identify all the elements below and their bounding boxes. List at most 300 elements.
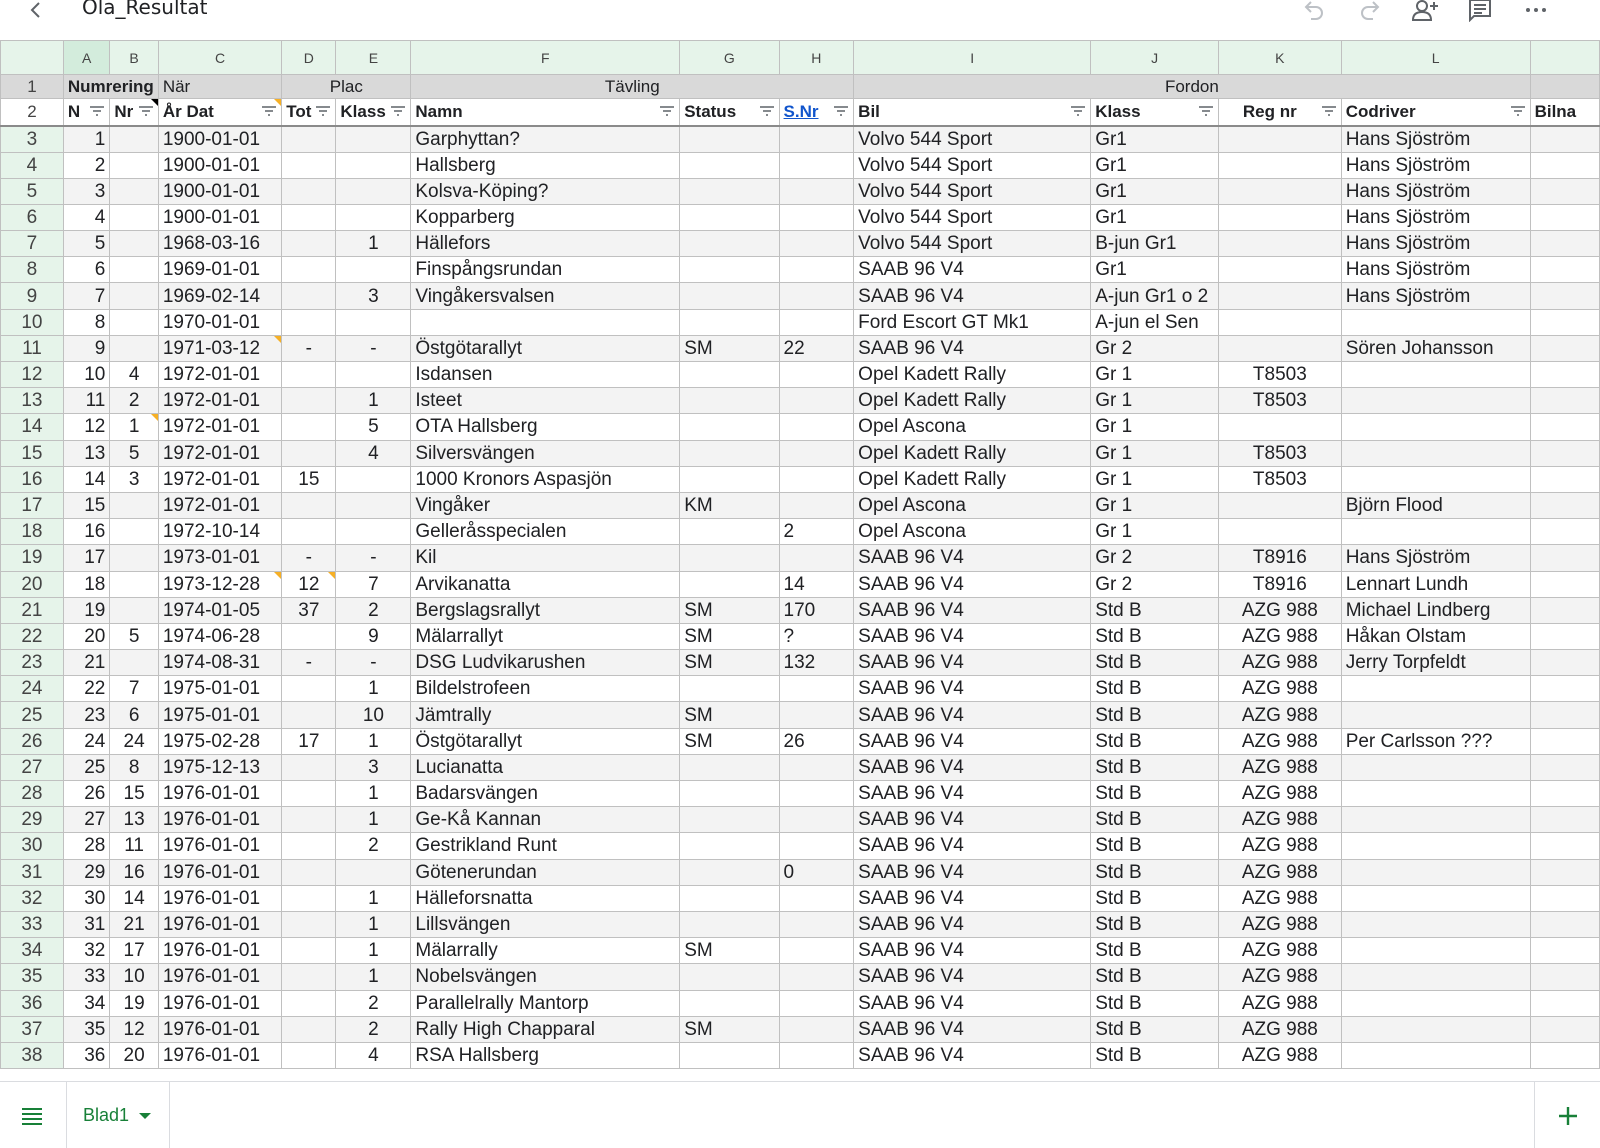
cell-nr[interactable]	[110, 126, 158, 153]
cell-klass[interactable]: 3	[336, 754, 411, 780]
cell-status[interactable]: SM	[680, 728, 779, 754]
cell-status[interactable]: KM	[680, 492, 779, 518]
cell-date[interactable]: 1972-10-14	[158, 519, 281, 545]
cell-bilnamn[interactable]	[1530, 728, 1599, 754]
cell-bilnamn[interactable]	[1530, 283, 1599, 309]
cell-bilnamn[interactable]	[1530, 519, 1599, 545]
cell-reg-nr[interactable]	[1218, 492, 1341, 518]
cell-codriver[interactable]	[1341, 964, 1530, 990]
group-nar-cell[interactable]: När	[158, 75, 281, 99]
cell-fordon-klass[interactable]: Std B	[1091, 623, 1219, 649]
cell-date[interactable]: 1971-03-12	[158, 335, 281, 361]
cell-n[interactable]: 36	[63, 1042, 110, 1068]
cell-fordon-klass[interactable]: Gr1	[1091, 204, 1219, 230]
cell-bilnamn[interactable]	[1530, 1042, 1599, 1068]
cell-snr[interactable]	[779, 1042, 854, 1068]
cell-bil[interactable]: SAAB 96 V4	[854, 859, 1091, 885]
cell-codriver[interactable]	[1341, 833, 1530, 859]
group-numrering-cell[interactable]: Numrering	[63, 75, 158, 99]
cell-bil[interactable]: SAAB 96 V4	[854, 938, 1091, 964]
cell-bilnamn[interactable]	[1530, 362, 1599, 388]
cell-status[interactable]	[680, 178, 779, 204]
cell-namn[interactable]: Arvikanatta	[411, 571, 680, 597]
cell-nr[interactable]: 10	[110, 964, 158, 990]
column-header-g[interactable]: G	[680, 41, 779, 75]
column-header-d[interactable]: D	[282, 41, 336, 75]
cell-tot[interactable]	[282, 754, 336, 780]
cell-bil[interactable]: SAAB 96 V4	[854, 964, 1091, 990]
header-cell-codriver[interactable]	[1341, 99, 1530, 126]
group-plac-cell[interactable]: Plac	[282, 75, 411, 99]
cell-codriver[interactable]	[1341, 911, 1530, 937]
cell-bilnamn[interactable]	[1530, 204, 1599, 230]
cell-bil[interactable]: SAAB 96 V4	[854, 1042, 1091, 1068]
cell-codriver[interactable]: Sören Johansson	[1341, 335, 1530, 361]
cell-n[interactable]: 18	[63, 571, 110, 597]
cell-codriver[interactable]: Per Carlsson ???	[1341, 728, 1530, 754]
cell-nr[interactable]	[110, 545, 158, 571]
cell-reg-nr[interactable]: AZG 988	[1218, 623, 1341, 649]
cell-n[interactable]: 34	[63, 990, 110, 1016]
cell-snr[interactable]: 132	[779, 650, 854, 676]
cell-tot[interactable]	[282, 178, 336, 204]
cell-status[interactable]	[680, 231, 779, 257]
cell-tot[interactable]	[282, 964, 336, 990]
cell-namn[interactable]	[411, 309, 680, 335]
cell-status[interactable]	[680, 257, 779, 283]
cell-status[interactable]	[680, 1042, 779, 1068]
cell-snr[interactable]	[779, 440, 854, 466]
cell-bilnamn[interactable]	[1530, 388, 1599, 414]
cell-fordon-klass[interactable]: Std B	[1091, 859, 1219, 885]
cell-namn[interactable]: Mälarrallyt	[411, 623, 680, 649]
column-header-f[interactable]: F	[411, 41, 680, 75]
cell-namn[interactable]: Jämtrally	[411, 702, 680, 728]
cell-reg-nr[interactable]: T8503	[1218, 362, 1341, 388]
cell-namn[interactable]: Nobelsvängen	[411, 964, 680, 990]
cell-klass[interactable]: 9	[336, 623, 411, 649]
cell-snr[interactable]	[779, 126, 854, 153]
cell-snr[interactable]	[779, 911, 854, 937]
cell-reg-nr[interactable]	[1218, 414, 1341, 440]
cell-bilnamn[interactable]	[1530, 126, 1599, 153]
cell-klass[interactable]: 3	[336, 283, 411, 309]
cell-bil[interactable]: SAAB 96 V4	[854, 754, 1091, 780]
cell-namn[interactable]: Östgötarallyt	[411, 728, 680, 754]
cell-status[interactable]: SM	[680, 335, 779, 361]
cell-klass[interactable]	[336, 492, 411, 518]
cell-n[interactable]: 30	[63, 885, 110, 911]
cell-codriver[interactable]: Håkan Olstam	[1341, 623, 1530, 649]
cell-snr[interactable]	[779, 807, 854, 833]
cell-n[interactable]: 2	[63, 152, 110, 178]
cell-klass[interactable]	[336, 257, 411, 283]
cell-fordon-klass[interactable]: Std B	[1091, 754, 1219, 780]
cell-n[interactable]: 11	[63, 388, 110, 414]
cell-date[interactable]: 1972-01-01	[158, 362, 281, 388]
cell-tot[interactable]	[282, 283, 336, 309]
cell-klass[interactable]: 1	[336, 911, 411, 937]
row-number[interactable]: 18	[1, 519, 64, 545]
row-number[interactable]: 4	[1, 152, 64, 178]
cell-reg-nr[interactable]: AZG 988	[1218, 885, 1341, 911]
cell-codriver[interactable]	[1341, 859, 1530, 885]
cell-tot[interactable]: 37	[282, 597, 336, 623]
cell-nr[interactable]	[110, 492, 158, 518]
cell-klass[interactable]: 2	[336, 990, 411, 1016]
more-options-button[interactable]	[1518, 0, 1554, 28]
row-number[interactable]: 14	[1, 414, 64, 440]
cell-n[interactable]: 10	[63, 362, 110, 388]
cell-date[interactable]: 1900-01-01	[158, 204, 281, 230]
filter-icon[interactable]	[315, 104, 331, 118]
row-number[interactable]: 19	[1, 545, 64, 571]
cell-namn[interactable]: Vingåker	[411, 492, 680, 518]
cell-tot[interactable]	[282, 309, 336, 335]
cell-date[interactable]: 1973-01-01	[158, 545, 281, 571]
cell-date[interactable]: 1976-01-01	[158, 833, 281, 859]
cell-bilnamn[interactable]	[1530, 702, 1599, 728]
cell-tot[interactable]	[282, 126, 336, 153]
cell-bilnamn[interactable]	[1530, 257, 1599, 283]
cell-tot[interactable]	[282, 257, 336, 283]
cell-n[interactable]: 16	[63, 519, 110, 545]
cell-date[interactable]: 1974-01-05	[158, 597, 281, 623]
cell-nr[interactable]: 2	[110, 388, 158, 414]
cell-fordon-klass[interactable]: Std B	[1091, 938, 1219, 964]
cell-nr[interactable]: 14	[110, 885, 158, 911]
header-cell-n[interactable]	[63, 99, 110, 126]
cell-codriver[interactable]	[1341, 440, 1530, 466]
cell-tot[interactable]: 12	[282, 571, 336, 597]
cell-bil[interactable]: SAAB 96 V4	[854, 728, 1091, 754]
cell-klass[interactable]: 4	[336, 1042, 411, 1068]
cell-bil[interactable]: Opel Kadett Rally	[854, 388, 1091, 414]
cell-nr[interactable]: 24	[110, 728, 158, 754]
cell-status[interactable]	[680, 519, 779, 545]
cell-bil[interactable]: Opel Kadett Rally	[854, 362, 1091, 388]
cell-n[interactable]: 4	[63, 204, 110, 230]
cell-snr[interactable]	[779, 938, 854, 964]
cell-status[interactable]	[680, 859, 779, 885]
cell-fordon-klass[interactable]: Gr 1	[1091, 466, 1219, 492]
row-number[interactable]: 22	[1, 623, 64, 649]
cell-codriver[interactable]	[1341, 938, 1530, 964]
cell-reg-nr[interactable]	[1218, 519, 1341, 545]
cell-bil[interactable]: SAAB 96 V4	[854, 597, 1091, 623]
cell-n[interactable]: 1	[63, 126, 110, 153]
cell-reg-nr[interactable]	[1218, 231, 1341, 257]
cell-tot[interactable]	[282, 623, 336, 649]
cell-bilnamn[interactable]	[1530, 859, 1599, 885]
cell-bil[interactable]: Volvo 544 Sport	[854, 126, 1091, 153]
cell-tot[interactable]	[282, 440, 336, 466]
cell-snr[interactable]: 2	[779, 519, 854, 545]
cell-nr[interactable]	[110, 231, 158, 257]
cell-date[interactable]: 1976-01-01	[158, 990, 281, 1016]
cell-nr[interactable]: 17	[110, 938, 158, 964]
cell-nr[interactable]	[110, 152, 158, 178]
header-cell-reg-nr[interactable]	[1218, 99, 1341, 126]
cell-snr[interactable]	[779, 283, 854, 309]
cell-codriver[interactable]	[1341, 309, 1530, 335]
row-number[interactable]: 30	[1, 833, 64, 859]
cell-bil[interactable]: Volvo 544 Sport	[854, 231, 1091, 257]
cell-bil[interactable]: Opel Ascona	[854, 414, 1091, 440]
cell-date[interactable]: 1972-01-01	[158, 440, 281, 466]
cell-reg-nr[interactable]: T8916	[1218, 571, 1341, 597]
cell-codriver[interactable]: Hans Sjöström	[1341, 545, 1530, 571]
cell-reg-nr[interactable]: AZG 988	[1218, 728, 1341, 754]
cell-snr[interactable]	[779, 702, 854, 728]
cell-bilnamn[interactable]	[1530, 911, 1599, 937]
cell-klass[interactable]	[336, 466, 411, 492]
cell-status[interactable]	[680, 440, 779, 466]
cell-snr[interactable]	[779, 414, 854, 440]
cell-reg-nr[interactable]: AZG 988	[1218, 911, 1341, 937]
cell-codriver[interactable]	[1341, 807, 1530, 833]
cell-bilnamn[interactable]	[1530, 309, 1599, 335]
cell-codriver[interactable]: Hans Sjöström	[1341, 204, 1530, 230]
cell-snr[interactable]	[779, 231, 854, 257]
cell-bilnamn[interactable]	[1530, 676, 1599, 702]
cell-bil[interactable]: SAAB 96 V4	[854, 676, 1091, 702]
cell-klass[interactable]: -	[336, 335, 411, 361]
row-number[interactable]: 15	[1, 440, 64, 466]
cell-fordon-klass[interactable]: Std B	[1091, 676, 1219, 702]
cell-fordon-klass[interactable]: Gr1	[1091, 257, 1219, 283]
cell-n[interactable]: 32	[63, 938, 110, 964]
cell-snr[interactable]	[779, 492, 854, 518]
row-number[interactable]: 24	[1, 676, 64, 702]
cell-fordon-klass[interactable]: Std B	[1091, 728, 1219, 754]
cell-n[interactable]: 35	[63, 1016, 110, 1042]
cell-bilnamn[interactable]	[1530, 178, 1599, 204]
row-number[interactable]: 16	[1, 466, 64, 492]
cell-bil[interactable]: Opel Kadett Rally	[854, 466, 1091, 492]
column-header-c[interactable]: C	[158, 41, 281, 75]
cell-codriver[interactable]	[1341, 519, 1530, 545]
cell-reg-nr[interactable]	[1218, 257, 1341, 283]
column-header-h[interactable]: H	[779, 41, 854, 75]
cell-date[interactable]: 1900-01-01	[158, 152, 281, 178]
filter-icon[interactable]	[759, 104, 775, 118]
cell-snr[interactable]	[779, 152, 854, 178]
row-number[interactable]: 21	[1, 597, 64, 623]
cell-snr[interactable]	[779, 257, 854, 283]
cell-date[interactable]: 1976-01-01	[158, 807, 281, 833]
cell-status[interactable]	[680, 964, 779, 990]
cell-tot[interactable]	[282, 388, 336, 414]
cell-namn[interactable]: Östgötarallyt	[411, 335, 680, 361]
cell-klass[interactable]: 7	[336, 571, 411, 597]
cell-codriver[interactable]	[1341, 702, 1530, 728]
cell-date[interactable]: 1976-01-01	[158, 1042, 281, 1068]
cell-reg-nr[interactable]: AZG 988	[1218, 990, 1341, 1016]
cell-n[interactable]: 9	[63, 335, 110, 361]
cell-nr[interactable]: 5	[110, 623, 158, 649]
cell-fordon-klass[interactable]: Gr 1	[1091, 519, 1219, 545]
cell-status[interactable]	[680, 204, 779, 230]
cell-namn[interactable]: Badarsvängen	[411, 781, 680, 807]
cell-nr[interactable]: 15	[110, 781, 158, 807]
column-header-i[interactable]: I	[854, 41, 1091, 75]
cell-status[interactable]	[680, 754, 779, 780]
row-number[interactable]: 9	[1, 283, 64, 309]
cell-klass[interactable]	[336, 204, 411, 230]
cell-nr[interactable]: 20	[110, 1042, 158, 1068]
cell-snr[interactable]	[779, 990, 854, 1016]
cell-snr[interactable]: ?	[779, 623, 854, 649]
cell-nr[interactable]	[110, 571, 158, 597]
cell-tot[interactable]	[282, 519, 336, 545]
cell-bilnamn[interactable]	[1530, 440, 1599, 466]
cell-fordon-klass[interactable]: Gr 1	[1091, 414, 1219, 440]
cell-codriver[interactable]: Hans Sjöström	[1341, 257, 1530, 283]
cell-nr[interactable]: 11	[110, 833, 158, 859]
cell-fordon-klass[interactable]: Std B	[1091, 833, 1219, 859]
cell-status[interactable]	[680, 309, 779, 335]
cell-reg-nr[interactable]: AZG 988	[1218, 650, 1341, 676]
cell-namn[interactable]: Kolsva-Köping?	[411, 178, 680, 204]
filter-icon[interactable]	[261, 104, 277, 118]
cell-date[interactable]: 1975-02-28	[158, 728, 281, 754]
cell-nr[interactable]: 16	[110, 859, 158, 885]
cell-namn[interactable]: Lillsvängen	[411, 911, 680, 937]
row-number[interactable]: 31	[1, 859, 64, 885]
cell-status[interactable]	[680, 885, 779, 911]
cell-tot[interactable]	[282, 807, 336, 833]
cell-tot[interactable]	[282, 1042, 336, 1068]
cell-reg-nr[interactable]: AZG 988	[1218, 597, 1341, 623]
cell-tot[interactable]: -	[282, 545, 336, 571]
group-tavling-cell[interactable]: Tävling	[411, 75, 854, 99]
cell-snr[interactable]	[779, 362, 854, 388]
cell-n[interactable]: 33	[63, 964, 110, 990]
row-number[interactable]: 28	[1, 781, 64, 807]
cell-bilnamn[interactable]	[1530, 650, 1599, 676]
cell-date[interactable]: 1976-01-01	[158, 1016, 281, 1042]
cell-namn[interactable]: Isdansen	[411, 362, 680, 388]
cell-nr[interactable]	[110, 283, 158, 309]
cell-nr[interactable]	[110, 650, 158, 676]
cell-namn[interactable]: Gelleråsspecialen	[411, 519, 680, 545]
cell-status[interactable]	[680, 388, 779, 414]
cell-nr[interactable]	[110, 309, 158, 335]
cell-nr[interactable]	[110, 335, 158, 361]
cell-n[interactable]: 13	[63, 440, 110, 466]
cell-tot[interactable]	[282, 990, 336, 1016]
cell-snr[interactable]	[779, 178, 854, 204]
cell-fordon-klass[interactable]: Gr 2	[1091, 335, 1219, 361]
cell-n[interactable]: 5	[63, 231, 110, 257]
cell-klass[interactable]	[336, 178, 411, 204]
row-number[interactable]: 11	[1, 335, 64, 361]
cell-bil[interactable]: SAAB 96 V4	[854, 1016, 1091, 1042]
cell-nr[interactable]: 6	[110, 702, 158, 728]
cell-tot[interactable]	[282, 362, 336, 388]
cell-status[interactable]	[680, 833, 779, 859]
row-number[interactable]: 34	[1, 938, 64, 964]
cell-snr[interactable]: 26	[779, 728, 854, 754]
redo-button[interactable]	[1352, 0, 1388, 28]
cell-bil[interactable]: SAAB 96 V4	[854, 545, 1091, 571]
header-label-link[interactable]: S.Nr	[783, 101, 819, 121]
row-number[interactable]: 5	[1, 178, 64, 204]
cell-namn[interactable]: Bildelstrofeen	[411, 676, 680, 702]
cell-reg-nr[interactable]: AZG 988	[1218, 754, 1341, 780]
cell-tot[interactable]	[282, 911, 336, 937]
cell-reg-nr[interactable]: AZG 988	[1218, 807, 1341, 833]
cell-status[interactable]	[680, 990, 779, 1016]
cell-reg-nr[interactable]: AZG 988	[1218, 1016, 1341, 1042]
cell-status[interactable]	[680, 676, 779, 702]
cell-tot[interactable]: 17	[282, 728, 336, 754]
cell-klass[interactable]: 2	[336, 833, 411, 859]
cell-reg-nr[interactable]	[1218, 126, 1341, 153]
cell-reg-nr[interactable]	[1218, 178, 1341, 204]
document-title[interactable]: Ola_Resultat	[82, 0, 208, 19]
cell-date[interactable]: 1972-01-01	[158, 414, 281, 440]
cell-bil[interactable]: SAAB 96 V4	[854, 571, 1091, 597]
cell-fordon-klass[interactable]: Gr 2	[1091, 545, 1219, 571]
cell-tot[interactable]	[282, 231, 336, 257]
cell-klass[interactable]	[336, 519, 411, 545]
group-fordon-cell[interactable]: Fordon	[854, 75, 1530, 99]
cell-status[interactable]	[680, 571, 779, 597]
cell-date[interactable]: 1970-01-01	[158, 309, 281, 335]
cell-fordon-klass[interactable]: B-jun Gr1	[1091, 231, 1219, 257]
cell-codriver[interactable]	[1341, 781, 1530, 807]
sheet-tab-blad1[interactable]	[66, 1082, 170, 1148]
cell-status[interactable]	[680, 414, 779, 440]
filter-icon[interactable]	[138, 104, 154, 118]
cell-bil[interactable]: SAAB 96 V4	[854, 623, 1091, 649]
cell-klass[interactable]: 1	[336, 728, 411, 754]
cell-n[interactable]: 7	[63, 283, 110, 309]
row-number[interactable]: 10	[1, 309, 64, 335]
cell-snr[interactable]	[779, 885, 854, 911]
row-number[interactable]: 1	[1, 75, 64, 99]
cell-bilnamn[interactable]	[1530, 833, 1599, 859]
row-number[interactable]: 38	[1, 1042, 64, 1068]
cell-nr[interactable]: 13	[110, 807, 158, 833]
row-number[interactable]: 26	[1, 728, 64, 754]
cell-tot[interactable]	[282, 781, 336, 807]
cell-codriver[interactable]: Björn Flood	[1341, 492, 1530, 518]
cell-klass[interactable]: -	[336, 650, 411, 676]
cell-n[interactable]: 14	[63, 466, 110, 492]
cell-tot[interactable]	[282, 833, 336, 859]
cell-date[interactable]: 1974-06-28	[158, 623, 281, 649]
cell-n[interactable]: 28	[63, 833, 110, 859]
header-cell-klass[interactable]	[336, 99, 411, 126]
cell-bilnamn[interactable]	[1530, 152, 1599, 178]
cell-namn[interactable]: OTA Hallsberg	[411, 414, 680, 440]
cell-reg-nr[interactable]: T8503	[1218, 440, 1341, 466]
cell-n[interactable]: 25	[63, 754, 110, 780]
cell-namn[interactable]: Hälleforsnatta	[411, 885, 680, 911]
header-cell-bil[interactable]	[854, 99, 1091, 126]
cell-klass[interactable]	[336, 152, 411, 178]
filter-icon[interactable]	[659, 104, 675, 118]
filter-icon[interactable]	[833, 104, 849, 118]
cell-bilnamn[interactable]	[1530, 466, 1599, 492]
cell-namn[interactable]: Vingåkersvalsen	[411, 283, 680, 309]
row-number[interactable]: 27	[1, 754, 64, 780]
cell-n[interactable]: 26	[63, 781, 110, 807]
cell-snr[interactable]	[779, 676, 854, 702]
